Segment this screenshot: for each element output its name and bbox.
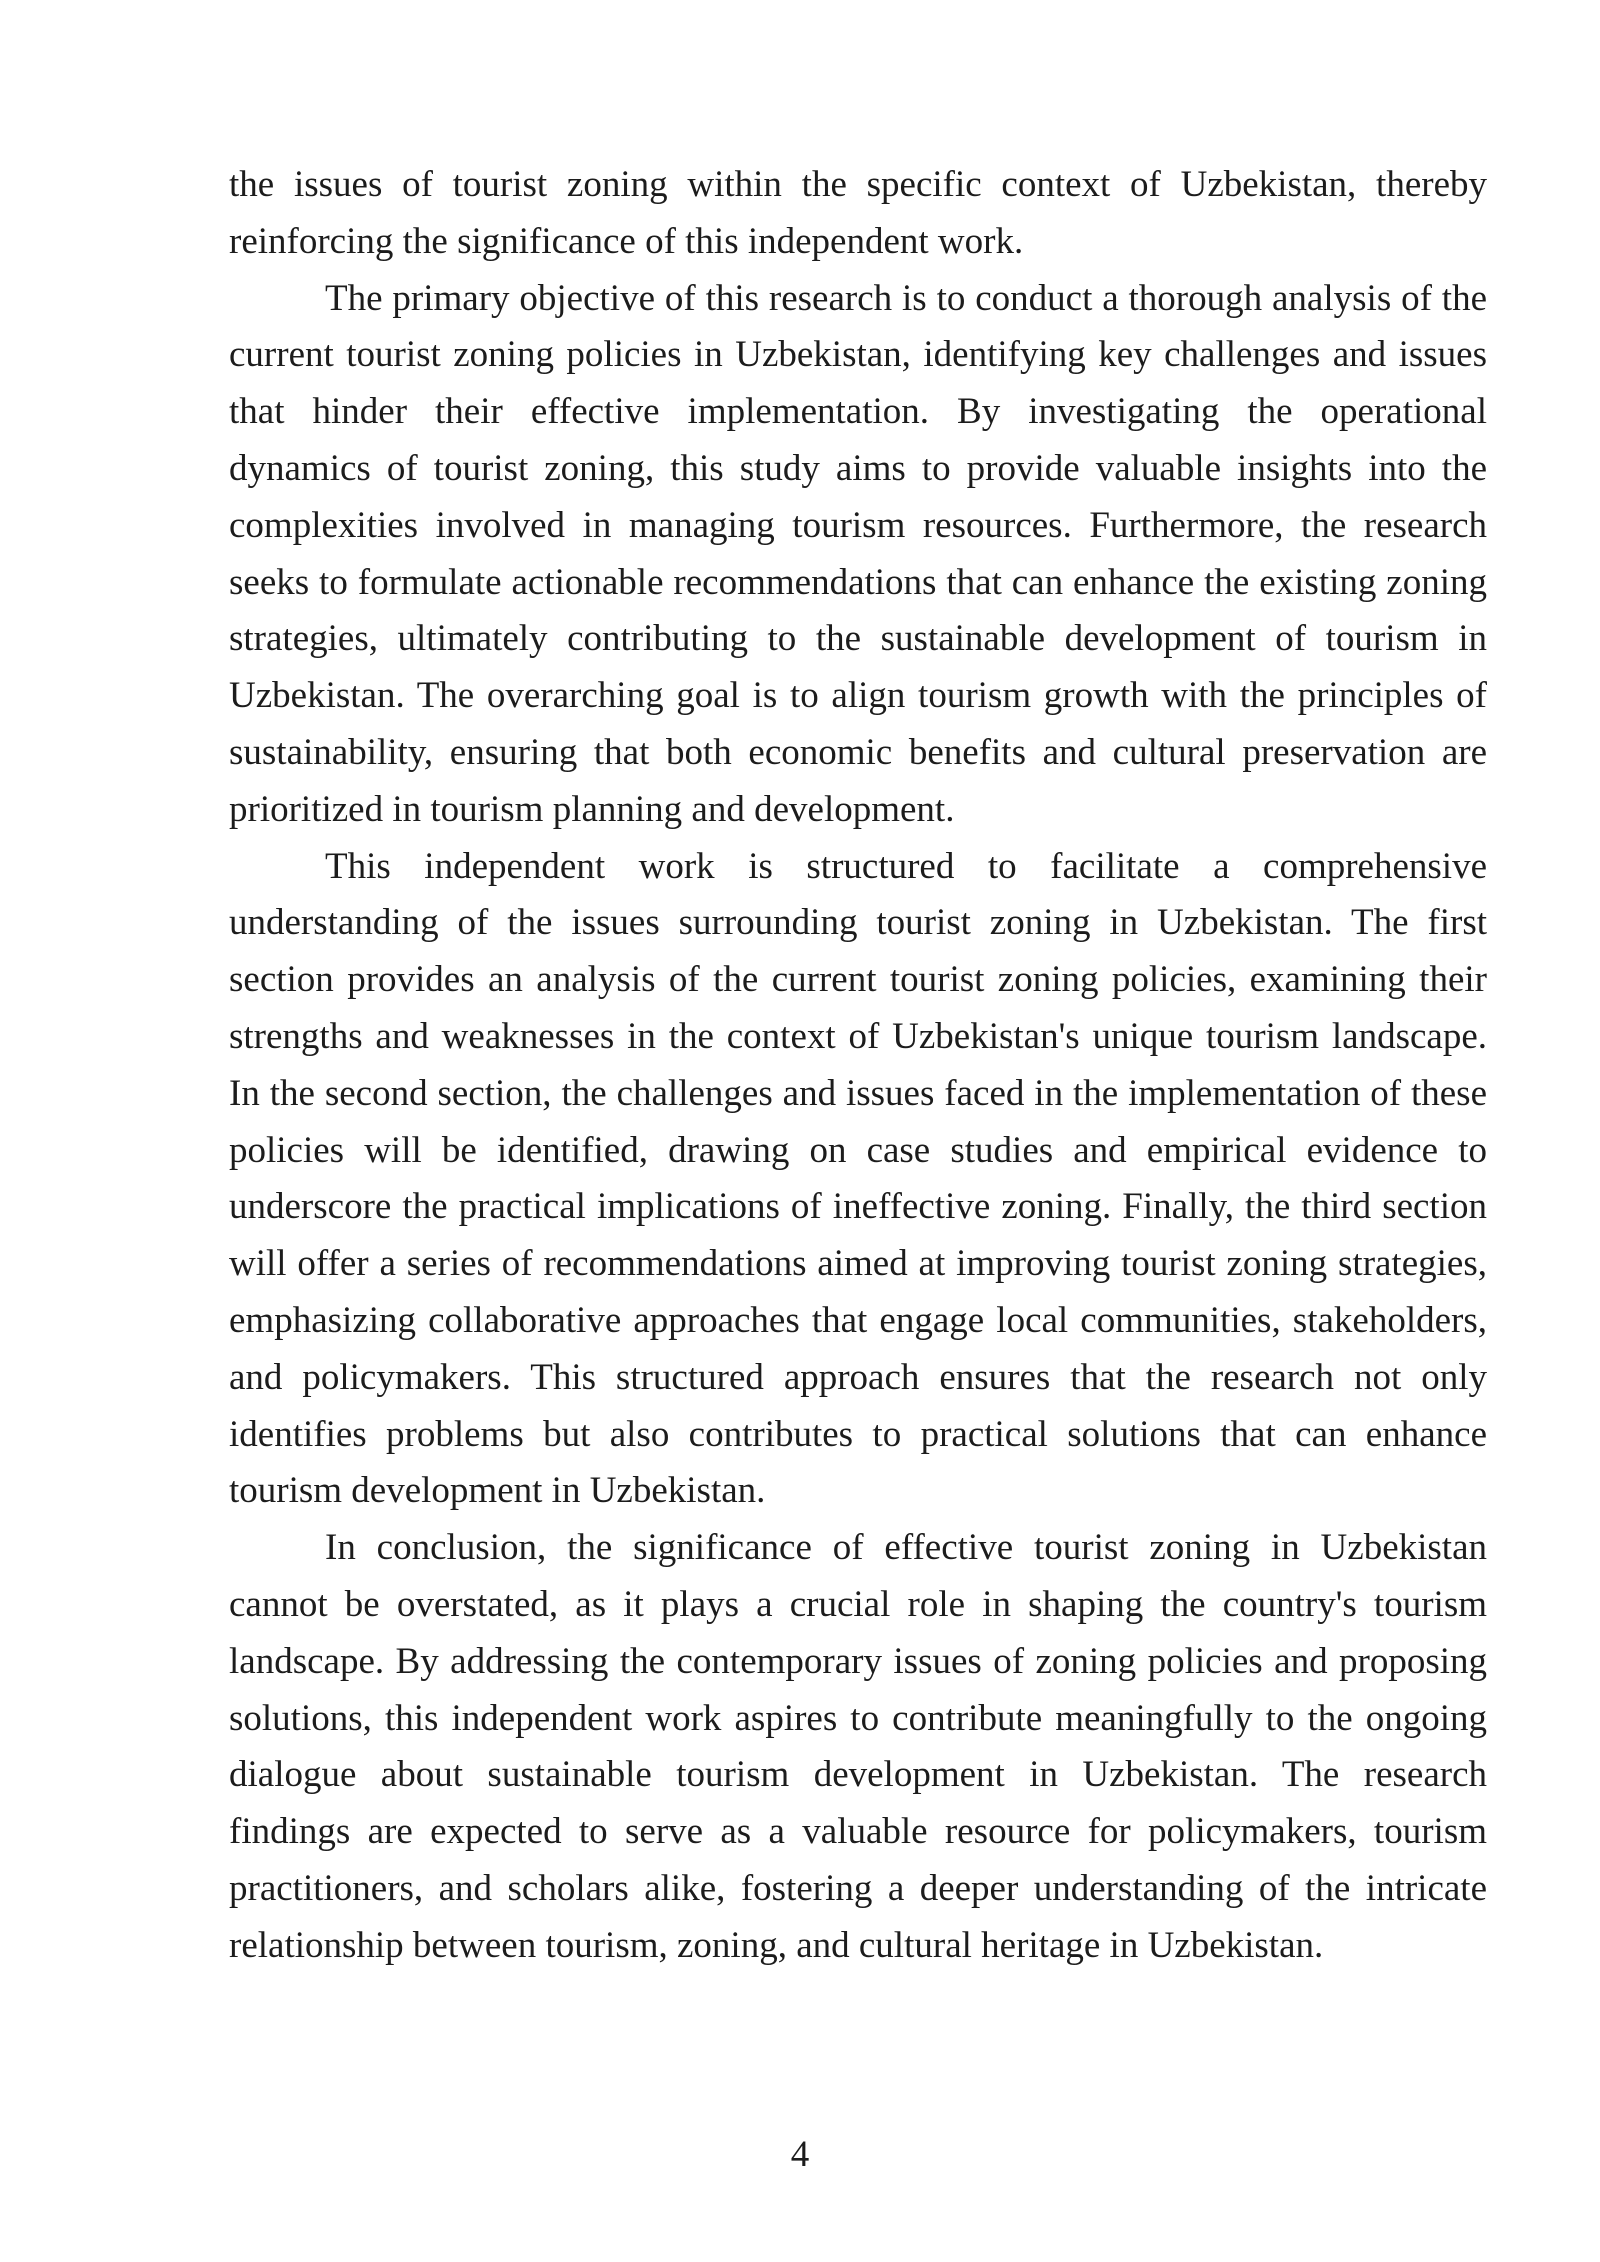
paragraph-conclusion: In conclusion, the significance of effective tourist zoning in Uzbekistan cannot be overstated, as it plays a crucial role in shaping the country's tourism landscape. By addressing the contemporary issues of zoning policies and proposing solutions, this independent work aspires to contribute meaningfully to the ongoing dialogue about sustainable tourism development in Uzbekistan. The research findings are expected to serve as a valuable resource for policymakers, tourism practitioners, and scholars alike, fostering a deeper understanding of the intricate relationship between tourism, zoning, and cultural heritage in Uzbekistan. bbox=[229, 1527, 1487, 1966]
paragraph-continuation: the issues of tourist zoning within the specific context of Uzbekistan, thereby reinforcing the significance of this independent work. bbox=[229, 164, 1487, 262]
paragraph-structure: This independent work is structured to facilitate a comprehensive understanding of the issues surrounding tourist zoning in Uzbekistan. The first section provides an analysis of the current tourist zoning policies, examining their strengths and weaknesses in the context of Uzbekistan's unique tourism landscape. In the second section, the challenges and issues faced in the implementation of these policies will be identified, drawing on case studies and empirical evidence to underscore the practical implications of ineffective zoning. Finally, the third section will offer a series of recommendations aimed at improving tourist zoning strategies, emphasizing collaborative approaches that engage local communities, stakeholders, and policymakers. This structured approach ensures that the research not only identifies problems but also contributes to practical solutions that can enhance tourism development in Uzbekistan. bbox=[229, 845, 1487, 1512]
paragraph-objective: The primary objective of this research is to conduct a thorough analysis of the current tourist zoning policies in Uzbekistan, identifying key challenges and issues that hinder their effective implementation. By investigating the operational dynamics of tourist zoning, this study aims to provide valuable insights into the complexities involved in managing tourism resources. Furthermore, the research seeks to formulate actionable recommendations that can enhance the existing zoning strategies, ultimately contributing to the sustainable development of tourism in Uzbekistan. The overarching goal is to align tourism growth with the principles of sustainability, ensuring that both economic benefits and cultural preservation are prioritized in tourism planning and development. bbox=[229, 277, 1487, 830]
body-text bbox=[229, 157, 1487, 1975]
page-number: 4 bbox=[790, 2134, 810, 2175]
